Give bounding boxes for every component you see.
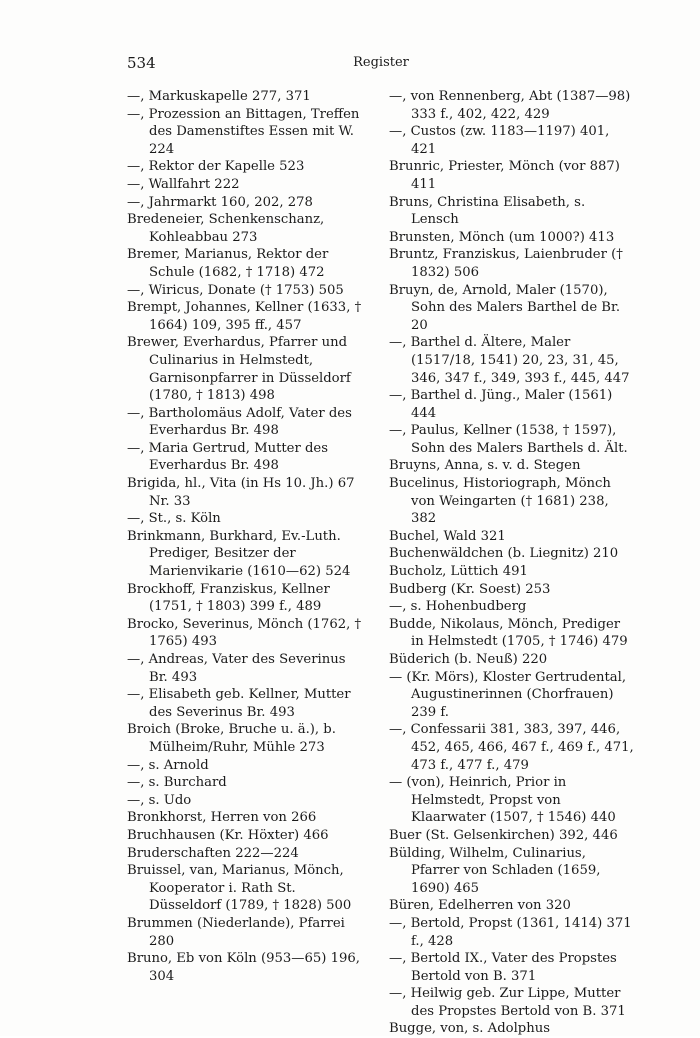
index-entry: —, Rektor der Kapelle 523	[127, 159, 305, 175]
index-entry: —, von Rennenberg, Abt (1387—98) 333 f., 402, 422, 429	[389, 89, 631, 122]
index-entry: Brunric, Priester, Mönch (vor 887) 411	[389, 159, 620, 192]
index-entry: Buchenwäldchen (b. Liegnitz) 210	[389, 546, 619, 562]
index-entry: Brummen (Niederlande), Pfarrei 280	[127, 915, 345, 949]
index-entry: Bruderschaften 222—224	[127, 845, 299, 861]
index-entry: — (Kr. Mörs), Kloster Gertrudental, Augustinerinnen (Chorfrauen) 239 f.	[389, 669, 627, 720]
index-entry: —, Confessarii 381, 383, 397, 446, 452, 465, 466, 467 f., 469 f., 471, 473 f., 477 f., 479	[389, 722, 634, 773]
index-entry: —, s. Udo	[127, 792, 192, 808]
index-entry: Brewer, Everhardus, Pfarrer und Culinarius in Helmstedt, Garnisonpfarrer in Düsseldorf (1780, † 1813) 498	[127, 335, 351, 404]
index-entry: Brocko, Severinus, Mönch (1762, † 1765) 493	[127, 616, 362, 650]
index-entry: —, s. Arnold	[127, 757, 209, 773]
index-entry: Bugge, von, s. Adolphus	[389, 1021, 550, 1037]
index-entry: Bronkhorst, Herren von 266	[127, 810, 317, 826]
index-entry: Bruissel, van, Marianus, Mönch, Kooperator i. Rath St. Düsseldorf (1789, † 1828) 500	[127, 863, 352, 914]
index-entry: Bruyns, Anna, s. v. d. Stegen	[389, 458, 581, 474]
index-entry: —, St., s. Köln	[127, 511, 221, 527]
index-entry: —, Barthel d. Ältere, Maler (1517/18, 1541) 20, 23, 31, 45, 346, 347 f., 349, 393 f., 445, 447	[389, 335, 630, 386]
index-entry: Brockhoff, Franziskus, Kellner (1751, † 1803) 399 f., 489	[127, 581, 330, 615]
index-entry: Bruyn, de, Arnold, Maler (1570), Sohn des Malers Barthel de Br. 20	[389, 282, 621, 333]
index-entry: —, Markuskapelle 277, 371	[127, 89, 311, 104]
index-entry: —, Jahrmarkt 160, 202, 278	[127, 194, 313, 210]
index-entry: Budberg (Kr. Soest) 253	[389, 581, 551, 597]
index-entry: Bucelinus, Historiograph, Mönch von Weingarten († 1681) 238, 382	[389, 476, 611, 527]
index-entry: —, Bertold, Propst (1361, 1414) 371 f., 428	[389, 915, 632, 949]
index-entry: —, Wiricus, Donate († 1753) 505	[127, 282, 344, 298]
index-entry: Bülding, Wilhelm, Culinarius, Pfarrer von Schladen (1659, 1690) 465	[389, 845, 601, 896]
index-entry: Budde, Nikolaus, Mönch, Prediger in Helmstedt (1705, † 1746) 479	[389, 616, 628, 650]
index-entry: Buer (St. Gelsenkirchen) 392, 446	[389, 827, 618, 843]
index-entry: Buchel, Wald 321	[389, 528, 506, 544]
index-entry: — (von), Heinrich, Prior in Helmstedt, Propst von Klaarwater (1507, † 1546) 440	[389, 775, 616, 826]
index-entry: Brigida, hl., Vita (in Hs 10. Jh.) 67 Nr. 33	[127, 476, 355, 509]
index-entry: —, Custos (zw. 1183—1197) 401, 421	[389, 124, 610, 157]
index-entry: Broich (Broke, Bruche u. ä.), b. Mülheim/Ruhr, Mühle 273	[127, 722, 336, 755]
index-entry: Büren, Edelherren von 320	[389, 898, 571, 914]
index-entry: Bruntz, Franziskus, Laienbruder († 1832) 506	[389, 247, 623, 280]
index-entry: Bruchhausen (Kr. Höxter) 466	[127, 827, 329, 843]
running-head: Register	[353, 55, 409, 70]
index-entry: Bredeneier, Schenkenschanz, Kohleabbau 273	[127, 212, 325, 245]
index-entry: —, Bartholomäus Adolf, Vater des Everhardus Br. 498	[127, 405, 352, 439]
index-column-left	[127, 88, 363, 985]
index-entry: Brunsten, Mönch (um 1000?) 413	[389, 229, 615, 245]
page-header	[127, 54, 635, 74]
index-entry: Brempt, Johannes, Kellner (1633, † 1664) 109, 395 ff., 457	[127, 300, 362, 333]
index-entry: Bucholz, Lüttich 491	[389, 564, 528, 580]
index-entry: —, Bertold IX., Vater des Propstes Bertold von B. 371	[389, 951, 617, 984]
index-column-right	[389, 88, 635, 1038]
index-entry: Büderich (b. Neuß) 220	[389, 652, 548, 667]
index-entry: —, Maria Gertrud, Mutter des Everhardus Br. 498	[127, 440, 328, 474]
index-entry: Bruns, Christina Elisabeth, s. Lensch	[389, 194, 586, 228]
index-entry: —, s. Hohenbudberg	[389, 599, 527, 615]
index-entry: —, Wallfahrt 222	[127, 176, 240, 192]
index-entry: —, Barthel d. Jüng., Maler (1561) 444	[389, 388, 613, 421]
index-entry: —, Heilwig geb. Zur Lippe, Mutter des Propstes Bertold von B. 371	[389, 986, 626, 1019]
index-entry: —, Andreas, Vater des Severinus Br. 493	[127, 652, 346, 685]
index-entry: Bremer, Marianus, Rektor der Schule (1682, † 1718) 472	[127, 247, 329, 280]
index-entry: Bruno, Eb von Köln (953—65) 196, 304	[127, 951, 360, 984]
index-entry: —, Prozession an Bittagen, Treffen des Damenstiftes Essen mit W. 224	[127, 106, 360, 157]
index-entry: —, Elisabeth geb. Kellner, Mutter des Severinus Br. 493	[127, 687, 351, 720]
index-entry: Brinkmann, Burkhard, Ev.-Luth. Prediger, Besitzer der Marienvikarie (1610—62) 524	[127, 528, 351, 580]
index-entry: —, s. Burchard	[127, 775, 227, 791]
page-number: 534	[127, 54, 156, 72]
index-entry: —, Paulus, Kellner (1538, † 1597), Sohn des Malers Barthels d. Ält.	[389, 423, 628, 456]
